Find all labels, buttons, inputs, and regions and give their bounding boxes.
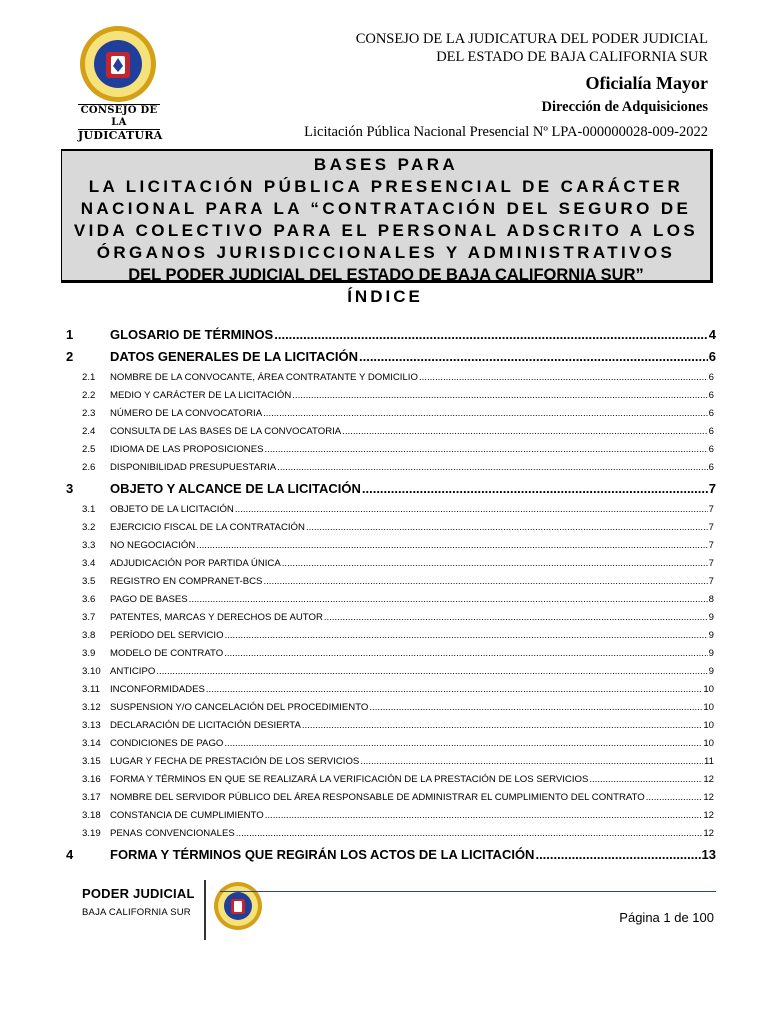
- toc-number: 2: [66, 349, 74, 364]
- toc-subsection[interactable]: [82, 717, 714, 735]
- footer-separator: [204, 880, 206, 940]
- toc-label: PATENTES, MARCAS Y DERECHOS DE AUTOR: [110, 612, 323, 623]
- toc-page: 12: [703, 810, 714, 821]
- toc-leader-dots: [359, 347, 708, 367]
- toc-subsection[interactable]: [82, 591, 714, 609]
- header-office: Oficialía Mayor: [585, 73, 708, 93]
- toc-subsection[interactable]: [82, 573, 714, 591]
- toc-page: 7: [708, 522, 714, 533]
- toc-label: NOMBRE DE LA CONVOCANTE, ÁREA CONTRATANTE Y DOMICILIO: [110, 372, 418, 383]
- toc-number: 3.11: [82, 684, 100, 695]
- toc-number: 2.1: [82, 372, 96, 383]
- toc-label: MODELO DE CONTRATO: [110, 648, 224, 659]
- toc-page: 9: [708, 630, 714, 641]
- toc-page: 9: [708, 648, 714, 659]
- page-header: [0, 0, 770, 140]
- toc-leader-dots: [225, 627, 708, 645]
- toc-number: 3.4: [82, 558, 96, 569]
- toc-subsection[interactable]: [82, 645, 714, 663]
- toc-page: 6: [708, 408, 714, 419]
- toc-page: 10: [703, 720, 714, 731]
- toc-leader-dots: [235, 501, 708, 519]
- toc-number: 3.18: [82, 810, 101, 821]
- toc-label: OBJETO DE LA LICITACIÓN: [110, 504, 234, 515]
- toc-subsection[interactable]: [82, 459, 714, 477]
- toc-page: 7: [708, 576, 714, 587]
- toc-subsection[interactable]: [82, 501, 714, 519]
- toc-number: 2.3: [82, 408, 96, 419]
- toc-leader-dots: [206, 681, 702, 699]
- toc-number: 3.8: [82, 630, 96, 641]
- toc-page: 10: [703, 738, 714, 749]
- toc-label: ADJUDICACIÓN POR PARTIDA ÚNICA: [110, 558, 281, 569]
- toc-page: 9: [708, 666, 714, 677]
- header-council: CONSEJO DE LA JUDICATURA DEL PODER JUDICIAL: [355, 31, 708, 47]
- toc-number: 2.6: [82, 462, 96, 473]
- toc-page: 7: [708, 504, 714, 515]
- toc-label: MEDIO Y CARÁCTER DE LA LICITACIÓN: [110, 390, 292, 401]
- toc-page: 12: [703, 828, 714, 839]
- toc-subsection[interactable]: [82, 807, 714, 825]
- toc-leader-dots: [236, 825, 703, 843]
- toc-number: 3.2: [82, 522, 96, 533]
- toc-leader-dots: [263, 405, 708, 423]
- toc-label: EJERCICIO FISCAL DE LA CONTRATACIÓN: [110, 522, 305, 533]
- toc-leader-dots: [589, 771, 702, 789]
- toc-section[interactable]: [66, 845, 716, 865]
- toc-label: PERÍODO DEL SERVICIO: [110, 630, 224, 641]
- toc-leader-dots: [369, 699, 702, 717]
- page-number: Página 1 de 100: [619, 910, 714, 925]
- logo-caption-line1: CONSEJO DE LA: [78, 104, 160, 130]
- toc-page: 6: [708, 462, 714, 473]
- toc-leader-dots: [224, 645, 707, 663]
- document-title-box: [61, 149, 713, 283]
- header-text: [304, 30, 708, 141]
- toc-subsection[interactable]: [82, 663, 714, 681]
- toc-label: DISPONIBILIDAD PRESUPUESTARIA: [110, 462, 277, 473]
- title-line: BASES PARA: [313, 155, 459, 174]
- toc-leader-dots: [342, 423, 707, 441]
- toc-label: CONSTANCIA DE CUMPLIMIENTO: [110, 810, 264, 821]
- toc-subsection[interactable]: [82, 825, 714, 843]
- toc-leader-dots: [360, 753, 703, 771]
- logo-caption: [78, 104, 163, 142]
- toc-label: ANTICIPO: [110, 666, 156, 677]
- toc-page: 9: [708, 612, 714, 623]
- toc-number: 4: [66, 847, 74, 862]
- toc-leader-dots: [535, 845, 700, 865]
- toc-subsection[interactable]: [82, 537, 714, 555]
- footer-org-name: PODER JUDICIAL: [82, 886, 195, 901]
- toc-number: 3.16: [82, 774, 101, 785]
- toc-number: 3.13: [82, 720, 101, 731]
- title-line: VIDA COLECTIVO PARA EL PERSONAL ADSCRITO A LOS: [73, 221, 699, 240]
- toc-number: 2.2: [82, 390, 96, 401]
- toc-leader-dots: [265, 441, 708, 459]
- toc-number: 3.6: [82, 594, 96, 605]
- toc-subsection[interactable]: [82, 387, 714, 405]
- toc-number: 3.12: [82, 702, 101, 713]
- toc-label: INCONFORMIDADES: [110, 684, 205, 695]
- toc-number: 2.5: [82, 444, 96, 455]
- toc-label: CONDICIONES DE PAGO: [110, 738, 224, 749]
- logo-caption-line2: JUDICATURA: [78, 129, 163, 142]
- toc-leader-dots: [302, 717, 702, 735]
- footer-seal-icon: [212, 880, 264, 932]
- title-line: DEL PODER JUDICIAL DEL ESTADO DE BAJA CALIFORNIA SUR”: [128, 266, 644, 284]
- toc-label: PAGO DE BASES: [110, 594, 188, 605]
- toc-leader-dots: [324, 609, 708, 627]
- toc-subsection[interactable]: [82, 423, 714, 441]
- judicial-seal-icon: [70, 22, 166, 106]
- header-direction: Dirección de Adquisiciones: [541, 99, 708, 115]
- toc-leader-dots: [277, 459, 708, 477]
- toc-number: 3.14: [82, 738, 101, 749]
- toc-page: 8: [708, 594, 714, 605]
- toc-label: GLOSARIO DE TÉRMINOS: [110, 327, 274, 342]
- toc-page: 7: [708, 540, 714, 551]
- toc-page: 6: [708, 390, 714, 401]
- toc-leader-dots: [362, 479, 708, 499]
- toc-label: IDIOMA DE LAS PROPOSICIONES: [110, 444, 264, 455]
- toc-section[interactable]: [66, 325, 716, 345]
- toc-page: 12: [703, 792, 714, 803]
- toc-number: 2.4: [82, 426, 96, 437]
- toc-subsection[interactable]: [82, 441, 714, 459]
- toc-leader-dots: [646, 789, 703, 807]
- toc-subsection[interactable]: [82, 627, 714, 645]
- toc-subsection[interactable]: [82, 609, 714, 627]
- toc-label: FORMA Y TÉRMINOS EN QUE SE REALIZARÁ LA VERIFICACIÓN DE LA PRESTACIÓN DE LOS SERVICIOS: [110, 774, 589, 785]
- header-tender-number: Licitación Pública Nacional Presencial Nº LPA-000000028-009-2022: [304, 124, 708, 140]
- toc-leader-dots: [189, 591, 708, 609]
- toc-subsection[interactable]: [82, 789, 714, 807]
- toc-label: DATOS GENERALES DE LA LICITACIÓN: [110, 349, 358, 364]
- toc-subsection[interactable]: [82, 771, 714, 789]
- toc-page: 6: [708, 444, 714, 455]
- toc-leader-dots: [282, 555, 708, 573]
- toc-page: 11: [704, 756, 714, 767]
- title-line: ÓRGANOS JURISDICCIONALES Y ADMINISTRATIVOS: [96, 243, 676, 262]
- index-heading: ÍNDICE: [347, 287, 423, 306]
- toc-subsection[interactable]: [82, 681, 714, 699]
- toc-number: 3.5: [82, 576, 96, 587]
- toc-page: 10: [703, 702, 714, 713]
- toc-number: 3.15: [82, 756, 101, 767]
- toc-page: 12: [703, 774, 714, 785]
- toc-label: REGISTRO EN COMPRANET-BCS: [110, 576, 263, 587]
- toc-number: 1: [66, 327, 74, 342]
- toc-page: 6: [708, 372, 714, 383]
- toc-subsection[interactable]: [82, 735, 714, 753]
- toc-leader-dots: [196, 537, 707, 555]
- toc-label: OBJETO Y ALCANCE DE LA LICITACIÓN: [110, 481, 361, 496]
- toc-number: 3.3: [82, 540, 96, 551]
- toc-page: 6: [708, 426, 714, 437]
- toc-number: 3.1: [82, 504, 96, 515]
- toc-leader-dots: [156, 663, 707, 681]
- toc-page: 7: [708, 558, 714, 569]
- toc-leader-dots: [263, 573, 707, 591]
- toc-leader-dots: [274, 325, 708, 345]
- toc-leader-dots: [419, 369, 708, 387]
- toc-section[interactable]: [66, 347, 716, 367]
- toc-label: PENAS CONVENCIONALES: [110, 828, 235, 839]
- toc-label: FORMA Y TÉRMINOS QUE REGIRÁN LOS ACTOS DE LA LICITACIÓN: [110, 847, 535, 862]
- toc-label: NÚMERO DE LA CONVOCATORIA: [110, 408, 263, 419]
- header-state: DEL ESTADO DE BAJA CALIFORNIA SUR: [436, 49, 708, 65]
- toc-subsection[interactable]: [82, 405, 714, 423]
- toc-label: NOMBRE DEL SERVIDOR PÚBLICO DEL ÁREA RESPONSABLE DE ADMINISTRAR EL CUMPLIMIENTO DEL CONTRATO: [110, 792, 645, 803]
- footer-rule: [220, 891, 716, 892]
- toc-label: DECLARACIÓN DE LICITACIÓN DESIERTA: [110, 720, 301, 731]
- toc-label: SUSPENSION Y/O CANCELACIÓN DEL PROCEDIMIENTO: [110, 702, 369, 713]
- toc-label: LUGAR Y FECHA DE PRESTACIÓN DE LOS SERVICIOS: [110, 756, 360, 767]
- footer-org: [82, 886, 195, 918]
- toc-page: 6: [708, 349, 716, 364]
- footer-org-state: BAJA CALIFORNIA SUR: [82, 907, 191, 918]
- toc-number: 3.9: [82, 648, 96, 659]
- toc-section[interactable]: [66, 479, 716, 499]
- title-line: LA LICITACIÓN PÚBLICA PRESENCIAL DE CARÁCTER: [88, 177, 684, 196]
- toc-subsection[interactable]: [82, 369, 714, 387]
- toc-number: 3.19: [82, 828, 101, 839]
- footer-logo: [212, 880, 264, 932]
- toc-leader-dots: [224, 735, 702, 753]
- toc-subsection[interactable]: [82, 753, 714, 771]
- toc-label: NO NEGOCIACIÓN: [110, 540, 196, 551]
- toc-subsection[interactable]: [82, 519, 714, 537]
- toc-leader-dots: [265, 807, 703, 825]
- toc-number: 3.10: [82, 666, 101, 677]
- title-line: NACIONAL PARA LA “CONTRATACIÓN DEL SEGURO DE: [80, 199, 692, 218]
- toc-number: 3: [66, 481, 74, 496]
- toc-number: 3.17: [82, 792, 101, 803]
- toc-leader-dots: [292, 387, 707, 405]
- toc-number: 3.7: [82, 612, 96, 623]
- toc-subsection[interactable]: [82, 555, 714, 573]
- toc-page: 4: [708, 327, 716, 342]
- toc-subsection[interactable]: [82, 699, 714, 717]
- toc-page: 7: [708, 481, 716, 496]
- toc-page: 13: [701, 847, 716, 862]
- toc-label: CONSULTA DE LAS BASES DE LA CONVOCATORIA: [110, 426, 342, 437]
- toc-leader-dots: [306, 519, 708, 537]
- toc-page: 10: [703, 684, 714, 695]
